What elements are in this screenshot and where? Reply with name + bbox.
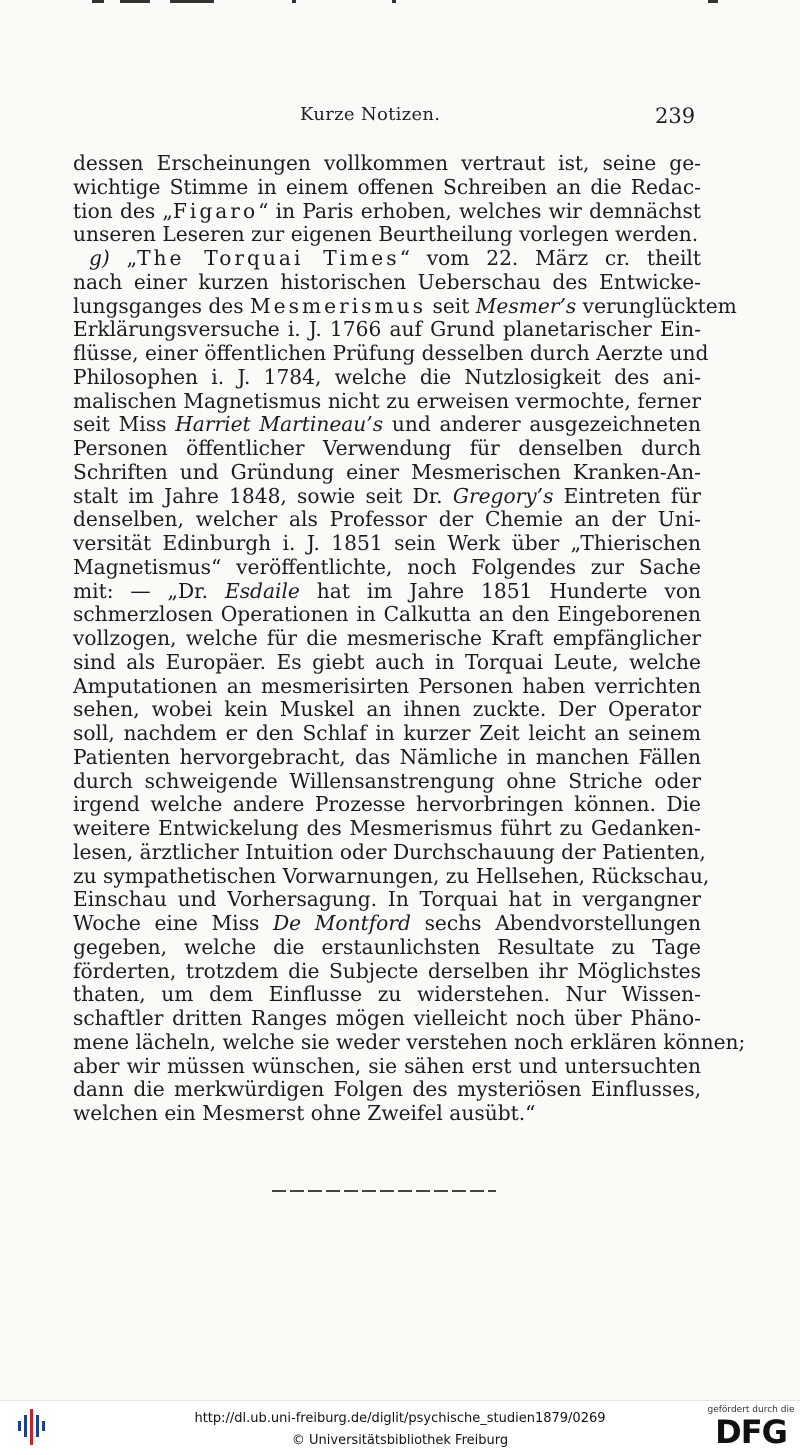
text-run: irgend welche andere Prozesse hervorbringen können. Die [73, 792, 701, 817]
viewer-footer [0, 1400, 800, 1455]
text-run: durch schweigende Willensanstrengung ohne Striche oder [73, 768, 701, 793]
text-run: tion des „ [73, 198, 173, 223]
text-run: gegeben, welche die erstaunlichsten Resultate zu Tage [73, 934, 701, 959]
text-line [73, 603, 701, 627]
text-run: schmerzlosen Operationen in Calkutta an den Eingeborenen [73, 602, 701, 627]
text-line [73, 675, 701, 699]
text-run: Philosophen i. J. 1784, welche die Nutzlosigkeit des ani- [73, 364, 701, 389]
text-run: “ in Paris erhoben, welches wir demnächst [258, 198, 701, 223]
text-line [73, 556, 701, 580]
italic-name: Harriet Martineau’s [175, 412, 384, 437]
text-run: flüsse, einer öffentlichen Prüfung desselben durch Aerzte und [73, 341, 709, 365]
text-run: verunglücktem [576, 293, 737, 318]
text-run: seit Miss [73, 412, 176, 437]
text-run: hat im Jahre 1851 Hunderte von [299, 578, 701, 603]
italic-name: Mesmer’s [475, 293, 577, 318]
text-line [73, 839, 706, 865]
text-line [73, 651, 701, 675]
text-run: weitere Entwickelung des Mesmerismus führt zu Gedanken- [73, 816, 701, 840]
text-run: nach einer kurzen historischen Ueberschau des Entwicke- [73, 269, 701, 294]
text-line [73, 722, 701, 746]
text-run: Erklärungsversuche i. J. 1766 auf Grund planetarischer Ein- [73, 317, 701, 342]
section-end-rule [272, 1190, 496, 1192]
text-run: unseren Leseren zur eigenen Beurtheilung vorlegen werden. [73, 222, 699, 247]
text-run: aber wir müssen wünschen, sie sähen erst und untersuchten [73, 1053, 701, 1078]
text-line [73, 318, 701, 342]
text-line [73, 627, 701, 651]
spaced-text: Figaro [172, 198, 259, 223]
text-line [73, 936, 701, 960]
text-line [73, 1102, 701, 1126]
text-line [73, 223, 701, 247]
text-line [73, 817, 701, 841]
text-run: sehen, wobei kein Muskel an ihnen zuckte. Der Operator [73, 697, 701, 722]
text-line [73, 271, 701, 295]
text-run: Patienten hervorgebracht, das Nämliche in manchen Fällen [73, 744, 701, 769]
text-run: seit [426, 293, 476, 318]
text-run: Personen öffentlicher Verwendung für denselben durch [73, 436, 701, 460]
text-run: und anderer ausgezeichneten [383, 412, 702, 437]
text-run: “ vom 22. März cr. theilt [399, 246, 701, 270]
italic-name: De Montford [272, 911, 411, 935]
text-run: zu sympathetischen Vorwarnungen, zu Hellsehen, Rückschau, [73, 863, 710, 888]
text-run: malischen Magnetismus nicht zu erweisen vermochte, ferner [73, 388, 701, 413]
text-line [73, 912, 701, 936]
running-head: Kurze Notizen. [300, 104, 441, 125]
text-run: wichtige Stimme in einem offenen Schreiben an die Redac- [73, 174, 701, 199]
italic-name: g) [89, 246, 110, 270]
text-run: sechs Abendvorstellungen [410, 911, 701, 935]
text-run: lesen, ärztlicher Intuition oder Durchschauung der Patienten, [73, 839, 706, 864]
italic-name: Esdaile [224, 578, 300, 603]
text-run: Einschau und Vorhersagung. In Torquai hat in vergangner [73, 887, 701, 912]
text-line [73, 580, 701, 604]
text-run: Amputationen an mesmerisirten Personen haben verrichten [73, 673, 701, 698]
text-run: sind als Europäer. Es giebt auch in Torquai Leute, welche [73, 649, 701, 674]
top-edge-marks [0, 0, 800, 8]
dfg-caption: gefördert durch die [707, 1405, 795, 1415]
text-line [73, 293, 737, 319]
text-line [73, 770, 701, 794]
copyright-notice: © Universitätsbibliothek Freiburg [291, 1433, 509, 1448]
text-line [73, 485, 701, 509]
text-line [73, 508, 701, 532]
text-line [73, 1055, 701, 1079]
text-line [73, 413, 701, 437]
text-run: Woche eine Miss [73, 911, 273, 935]
text-run: soll, nachdem er den Schlaf in kurzer Zeit leicht an seinem [73, 721, 701, 745]
text-line [73, 793, 701, 817]
page-number: 239 [655, 104, 696, 128]
text-run: mene lächeln, welche sie weder verstehen noch erklären können; [73, 1029, 746, 1054]
text-line [73, 366, 701, 390]
text-run: Schriften und Gründung einer Mesmerischen Kranken-An- [73, 459, 701, 484]
spaced-text: Mesmerismus [250, 293, 427, 318]
text-run: mit: — „Dr. [73, 578, 225, 603]
text-line [73, 1078, 701, 1102]
text-line [73, 888, 701, 912]
text-run: denselben, welcher als Professor der Chemie an der Uni- [73, 507, 701, 532]
text-run: „ [109, 246, 138, 270]
text-run: lungsganges des [73, 293, 250, 318]
text-run: thaten, um dem Einflusse zu widerstehen. Nur Wissen- [73, 982, 701, 1007]
text-run: Magnetismus“ veröffentlichte, noch Folgendes zur Sache [73, 554, 701, 579]
text-line [73, 390, 701, 414]
text-run: förderten, trotzdem die Subjecte derselben ihr Möglichstes [73, 958, 701, 983]
body-text [73, 151, 746, 1126]
spaced-text: The Torquai Times [137, 246, 400, 270]
text-line [73, 983, 701, 1007]
text-run: Eintreten für [553, 483, 701, 508]
text-line [73, 200, 701, 224]
text-line [73, 247, 701, 271]
text-run: welchen ein Mesmerst ohne Zweifel ausübt.“ [73, 1101, 536, 1125]
italic-name: Gregory’s [452, 483, 554, 508]
text-run: dann die merkwürdigen Folgen des mysteriösen Einflusses, [73, 1077, 701, 1102]
text-line [73, 152, 701, 176]
text-line [73, 437, 701, 461]
text-run: vollzogen, welche für die mesmerische Kraft empfänglicher [73, 626, 701, 650]
text-line [73, 863, 710, 889]
text-run: schaftler dritten Ranges mögen vielleicht noch über Phäno- [73, 1006, 701, 1030]
text-run: stalt im Jahre 1848, sowie seit Dr. [73, 483, 453, 508]
permalink-url[interactable]: http://dl.ub.uni-freiburg.de/diglit/psychische_studien1879/0269 [194, 1411, 606, 1426]
text-line [73, 1029, 746, 1055]
text-line [73, 1007, 701, 1031]
text-line [73, 698, 701, 722]
text-line [73, 960, 701, 984]
text-line [73, 341, 709, 366]
text-run: versität Edinburgh i. J. 1851 sein Werk über „Thierischen [73, 531, 701, 555]
text-line [73, 746, 701, 770]
dfg-logo: DFG [715, 1413, 787, 1451]
text-line [73, 461, 701, 485]
text-line [73, 532, 701, 556]
text-line [73, 176, 701, 200]
text-run: dessen Erscheinungen vollkommen vertraut ist, seine ge- [73, 151, 701, 175]
